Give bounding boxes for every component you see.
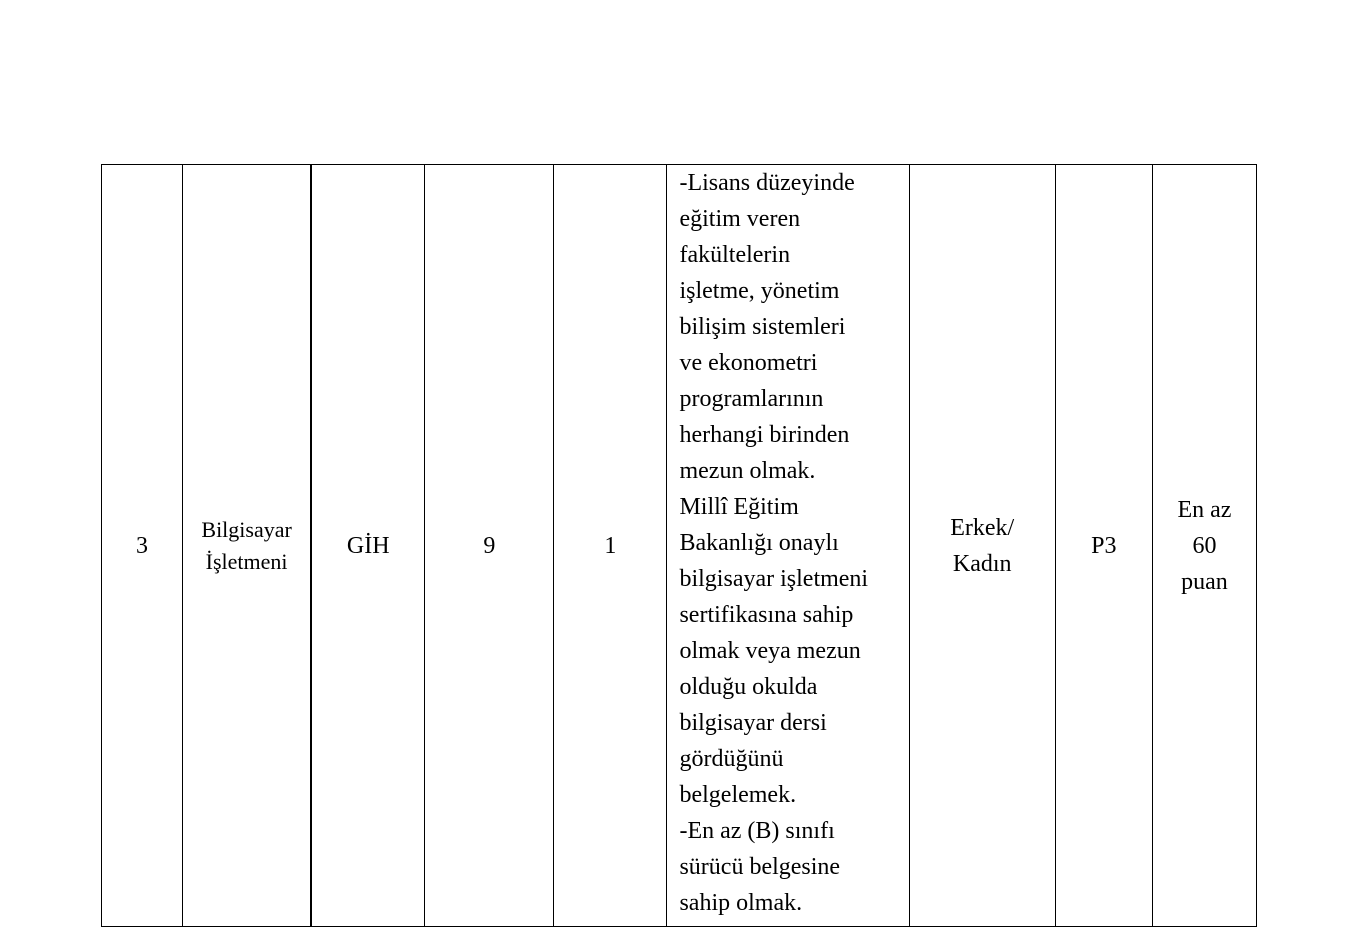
qualification-line: -En az (B) sınıfı	[679, 818, 835, 844]
qualification-line: -Lisans düzeyinde	[679, 170, 855, 196]
gender-cell	[909, 165, 1055, 927]
count-cell	[554, 165, 667, 927]
degree-cell	[425, 165, 554, 927]
class-cell	[311, 165, 425, 927]
position-title-cell	[183, 165, 312, 927]
qualification-line: bilgisayar dersi	[679, 710, 827, 736]
gender-line: Erkek/	[950, 514, 1015, 541]
min-score-line: En az	[1177, 496, 1232, 523]
row-number-cell	[102, 165, 183, 927]
qualification-line: belgelemek.	[679, 782, 797, 808]
qualification-line: sürücü belgesine	[679, 854, 841, 880]
qualification-line: sertifikasına sahip	[679, 602, 854, 628]
min-score-cell	[1152, 165, 1256, 927]
qualification-line: işletme, yönetim	[679, 278, 840, 304]
degree-value: 9	[483, 532, 496, 559]
position-title-line: İşletmeni	[205, 548, 288, 574]
qualification-line: bilişim sistemleri	[679, 314, 846, 340]
kpss-type-cell	[1055, 165, 1152, 927]
table-row	[102, 165, 1257, 927]
class-value: GİH	[346, 532, 390, 559]
qualification-line: Millî Eğitim	[679, 494, 799, 520]
requirements-table	[101, 164, 1257, 927]
kpss-type-value: P3	[1091, 532, 1117, 559]
qualification-line: gördüğünü	[679, 746, 784, 772]
qualification-line: olmak veya mezun	[679, 638, 861, 664]
qualification-line: fakültelerin	[679, 242, 791, 268]
qualification-line: bilgisayar işletmeni	[679, 566, 869, 592]
min-score-line: 60	[1192, 532, 1217, 559]
qualifications-cell	[667, 165, 909, 927]
qualification-line: sahip olmak.	[679, 890, 803, 916]
row-number: 3	[136, 532, 149, 559]
qualification-line: herhangi birinden	[679, 422, 850, 448]
gender-line: Kadın	[952, 550, 1012, 577]
min-score-line: puan	[1181, 568, 1228, 595]
qualification-line: programlarının	[679, 386, 824, 412]
count-value: 1	[604, 532, 617, 559]
qualification-line: ve ekonometri	[679, 350, 818, 376]
qualification-line: mezun olmak.	[679, 458, 816, 484]
qualification-line: olduğu okulda	[679, 674, 818, 700]
position-title-line: Bilgisayar	[201, 516, 292, 542]
qualification-line: Bakanlığı onaylı	[679, 530, 839, 556]
qualification-line: eğitim veren	[679, 206, 801, 232]
